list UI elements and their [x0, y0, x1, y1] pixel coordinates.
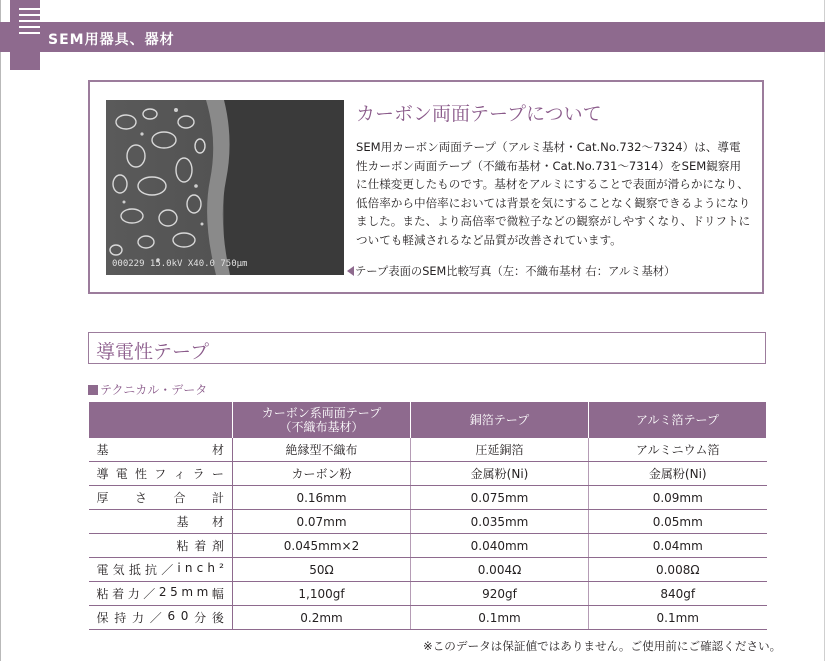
table-cell: 0.1mm [411, 606, 589, 630]
table-header-carbon [233, 402, 411, 438]
table-cell: 1,100gf [233, 582, 411, 606]
table-row-label-text: 厚 さ 合 計 [96, 491, 224, 505]
table-row-label-text: 粘 着 剤 [176, 539, 224, 553]
table-header-carbon-line2: （不織布基材） [279, 420, 364, 434]
table-header-copper: 銅箔テープ [411, 402, 589, 438]
technical-data-label-text: テクニカル・データ [100, 383, 208, 397]
square-bullet-icon [88, 385, 98, 395]
table-cell: 0.05mm [589, 510, 767, 534]
intro-body-text: SEM用カーボン両面テープ（アルミ基材・Cat.No.732～7324）は、導電性カーボン両面テープ（不織布基材・Cat.No.731～7314）をSEM観察用に仕様変更したものです。基材をアルミにすることで表面が滑らかになり、低倍率から中倍率においては背景を気にすることなく観察できるようになりました。また、より高倍率で微粒子などの観察がしやすくなり、ドリフトについても軽減されるなど品質が改善されています。 [356, 140, 751, 247]
table-cell: 0.09mm [589, 486, 767, 510]
table-header-aluminum: アルミ箔テープ [589, 402, 767, 438]
table-row-label-text: 粘 着 力 ／ 2 5 m m 幅 [96, 585, 224, 601]
sem-comparison-photo [106, 100, 344, 275]
table-row-label-text: 電 気 抵 抗 ／ i n c h ² [96, 561, 224, 577]
table-cell: 0.2mm [233, 606, 411, 630]
table-cell: アルミニウム箔 [589, 438, 767, 462]
table-row-label-text: 導 電 性 フ ィ ラ ー [96, 467, 224, 481]
table-header-carbon-line1: カーボン系両面テープ [261, 406, 382, 420]
table-cell: 0.1mm [589, 606, 767, 630]
table-row-label [89, 486, 233, 510]
table-row [89, 438, 767, 462]
footnote: ※このデータは保証値ではありません。ご使用前にご確認ください。 [423, 639, 782, 653]
table-cell: 0.045mm×2 [233, 534, 411, 558]
photo-caption-text: テープ表面のSEM比較写真（左：不織布基材 右：アルミ基材） [355, 265, 676, 278]
photo-caption [347, 263, 675, 279]
table-cell: 0.035mm [411, 510, 589, 534]
table-row-label [89, 462, 233, 486]
table-cell: 50Ω [233, 558, 411, 582]
table-cell: 840gf [589, 582, 767, 606]
table-row-label [89, 582, 233, 606]
table-cell: 金属粉(Ni) [589, 462, 767, 486]
intro-heading: カーボン両面テープについて [356, 103, 602, 125]
table-row-label [89, 558, 233, 582]
menu-lines-icon [10, 0, 40, 70]
table-row-label [89, 438, 233, 462]
sem-photo-scale-label: 000229 15.0kV X40.0 750μm [112, 259, 248, 269]
table-row-label [89, 510, 233, 534]
table-header-row [89, 402, 767, 438]
table-row [89, 558, 767, 582]
header-title: SEM用器具、器材 [48, 32, 175, 48]
table-row [89, 534, 767, 558]
table-row-label-text: 保 持 力 ／ 6 0 分 後 [96, 609, 224, 625]
table-row [89, 486, 767, 510]
table-row [89, 462, 767, 486]
table-row-label-text: 基 材 [96, 443, 224, 457]
caption-arrow-icon [347, 266, 354, 276]
table-row [89, 582, 767, 606]
table-cell: 0.008Ω [589, 558, 767, 582]
table-cell: 0.04mm [589, 534, 767, 558]
page-left-rule [0, 0, 1, 661]
table-row-label [89, 606, 233, 630]
table-row [89, 606, 767, 630]
table-cell: 0.07mm [233, 510, 411, 534]
table-cell: 絶縁型不織布 [233, 438, 411, 462]
table-cell: 0.16mm [233, 486, 411, 510]
table-cell: 0.075mm [411, 486, 589, 510]
table-row-label [89, 534, 233, 558]
table-cell: 金属粉(Ni) [411, 462, 589, 486]
table-cell: 0.040mm [411, 534, 589, 558]
table-row-label-text: 基 材 [176, 515, 224, 529]
table-header-empty [89, 402, 233, 438]
section-title: 導電性テープ [96, 341, 210, 363]
table-cell: 圧延銅箔 [411, 438, 589, 462]
table-cell: カーボン粉 [233, 462, 411, 486]
technical-data-label [88, 381, 207, 398]
table-cell: 0.004Ω [411, 558, 589, 582]
sem-photo-image [106, 100, 344, 275]
table-cell: 920gf [411, 582, 589, 606]
technical-data-table [88, 402, 767, 630]
table-row [89, 510, 767, 534]
